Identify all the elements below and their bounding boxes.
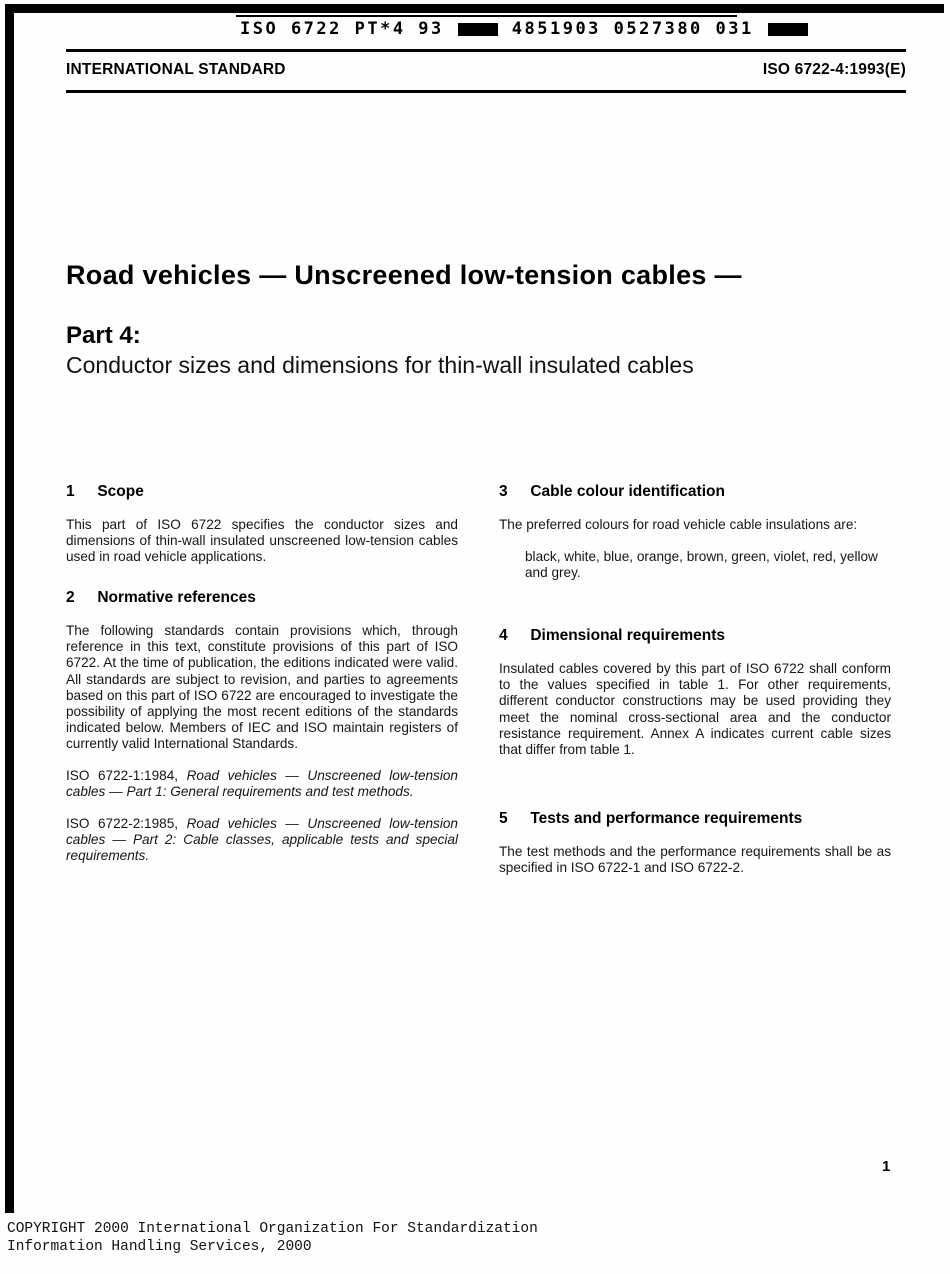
section-1-number: 1 — [66, 483, 75, 500]
standard-number-label: ISO 6722-4:1993(E) — [762, 61, 906, 78]
left-column — [66, 483, 458, 881]
ocr-code-left: ISO 6722 PT*4 93 — [240, 19, 444, 39]
scan-border-top — [7, 4, 944, 13]
section-4-number: 4 — [499, 627, 508, 645]
section-2-paragraph: The following standards contain provisions which, through reference in this text, constitute provisions of this part of ISO 6722. At the time of publication, the editions indicated were valid. All standards are subject to revision, and parties to agreements based on this part of ISO 6722 are encouraged to investigate the possibility of applying the most recent editions of the standards indicated below. Members of IEC and ISO maintain registers of currently valid International Standards. — [66, 623, 458, 751]
section-1-title: Scope — [97, 483, 144, 500]
section-3-heading — [499, 483, 891, 501]
header-rule-top — [66, 49, 906, 52]
right-column — [499, 483, 891, 892]
reference-2-title: Road vehicles — Unscreened low-tension cables — Part 2: Cable classes, applicable tests and special requirements. — [66, 816, 458, 864]
page-header — [66, 61, 906, 79]
colour-list: black, white, blue, orange, brown, green, violet, red, yellow and grey. — [525, 549, 878, 581]
ocr-accession-header — [240, 19, 808, 39]
section-3-paragraph: The preferred colours for road vehicle cable insulations are: — [499, 517, 858, 532]
normative-reference-2 — [66, 816, 458, 864]
section-1-heading — [66, 483, 458, 501]
section-3-title: Cable colour identification — [530, 483, 725, 500]
section-5-heading — [499, 810, 891, 828]
section-3-number: 3 — [499, 483, 508, 500]
section-1-paragraph: This part of ISO 6722 specifies the conductor sizes and dimensions of thin-wall insulated unscreened low-tension cables used in road vehicle applications. — [66, 517, 458, 565]
section-2-heading — [66, 589, 458, 607]
section-2-title: Normative references — [97, 589, 256, 607]
copyright-footer — [7, 1221, 538, 1256]
copyright-line-2: Information Handling Services, 2000 — [7, 1238, 312, 1255]
scan-border-left — [5, 4, 14, 1213]
document-subtitle: Conductor sizes and dimensions for thin-wall insulated cables — [66, 352, 694, 378]
section-5-number: 5 — [499, 809, 508, 827]
barcode-block-icon — [768, 23, 808, 36]
section-4-paragraph: Insulated cables covered by this part of ISO 6722 shall conform to the values specified in table 1. For other requirements, different conductor constructions may be used providing they meet the nominal cross-sectional area and the conductor resistance requirement. Annex A indicates current cable sizes that differ from table 1. — [499, 661, 891, 757]
document-title: Road vehicles — Unscreened low-tension cables — — [66, 260, 742, 290]
standard-type-label: INTERNATIONAL STANDARD — [66, 61, 286, 78]
reference-2-code: ISO 6722-2:1985, — [66, 816, 187, 832]
ocr-header-rule — [236, 15, 737, 17]
section-5-title: Tests and performance requirements — [530, 809, 803, 827]
copyright-line-1: COPYRIGHT 2000 International Organization For Standardization — [7, 1221, 538, 1237]
section-4-heading — [499, 627, 891, 645]
reference-1-title: Road vehicles — Unscreened low-tension cables — Part 1: General requirements and test methods. — [66, 768, 458, 800]
reference-1-code: ISO 6722-1:1984, — [66, 768, 187, 784]
header-rule-bottom — [66, 90, 906, 93]
section-2-number: 2 — [66, 589, 75, 607]
ocr-code-right: 4851903 0527380 031 — [511, 19, 754, 39]
normative-reference-1 — [66, 768, 458, 800]
section-5-paragraph: The test methods and the performance requirements shall be as specified in ISO 6722-1 and ISO 6722-2. — [499, 843, 891, 875]
section-4-title: Dimensional requirements — [530, 627, 725, 645]
page-number: 1 — [882, 1158, 891, 1175]
document-part-title: Part 4: — [66, 322, 141, 349]
barcode-block-icon — [458, 23, 498, 36]
